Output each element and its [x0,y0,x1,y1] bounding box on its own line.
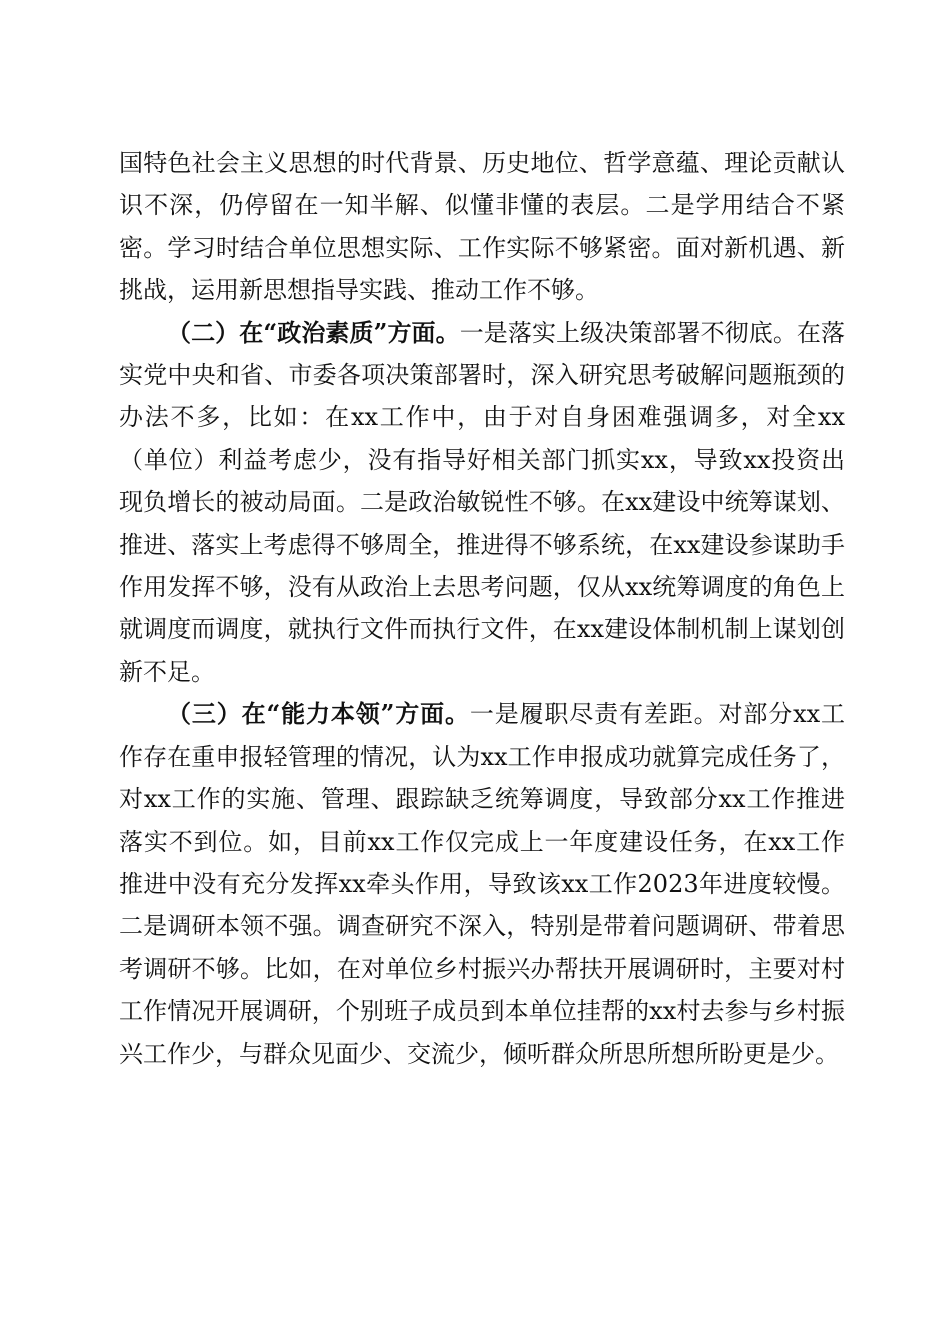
paragraph-political-quality [119,312,845,694]
paragraph-continuation [119,142,845,312]
paragraph-ability [119,693,845,1075]
section-heading-ability: （三）在“能力本领”方面。 [167,699,470,729]
paragraph-text: 国特色社会主义思想的时代背景、历史地位、哲学意蕴、理论贡献认识不深，仍停留在一知半解、似懂非懂的表层。二是学用结合不紧密。学习时结合单位思想实际、工作实际不够紧密。面对新机遇、新挑战，运用新思想指导实践、推动工作不够。 [119,149,845,305]
paragraph-text: 一是履职尽责有差距。对部分xx工作存在重申报轻管理的情况，认为xx工作申报成功就算完成任务了，对xx工作的实施、管理、跟踪缺乏统筹调度，导致部分xx工作推进落实不到位。如，目前xx工作仅完成上一年度建设任务，在xx工作推进中没有充分发挥xx牵头作用，导致该xx工作2023年进度较慢。二是调研本领不强。调查研究不深入，特别是带着问题调研、带着思考调研不够。比如，在对单位乡村振兴办帮扶开展调研时，主要对村工作情况开展调研，个别班子成员到本单位挂帮的xx村去参与乡村振兴工作少，与群众见面少、交流少，倾听群众所思所想所盼更是少。 [119,700,846,1068]
document-body [119,142,845,1075]
paragraph-text: 一是落实上级决策部署不彻底。在落实党中央和省、市委各项决策部署时，深入研究思考破解问题瓶颈的办法不多，比如：在xx工作中，由于对自身困难强调多，对全xx（单位）利益考虑少，没有指导好相关部门抓实xx，导致xx投资出现负增长的被动局面。二是政治敏锐性不够。在xx建设中统筹谋划、推进、落实上考虑得不够周全，推进得不够系统，在xx建设参谋助手作用发挥不够，没有从政治上去思考问题，仅从xx统筹调度的角色上就调度而调度，就执行文件而执行文件，在xx建设体制机制上谋划创新不足。 [119,318,845,686]
section-heading-political-quality: （二）在“政治素质”方面。 [167,317,460,347]
